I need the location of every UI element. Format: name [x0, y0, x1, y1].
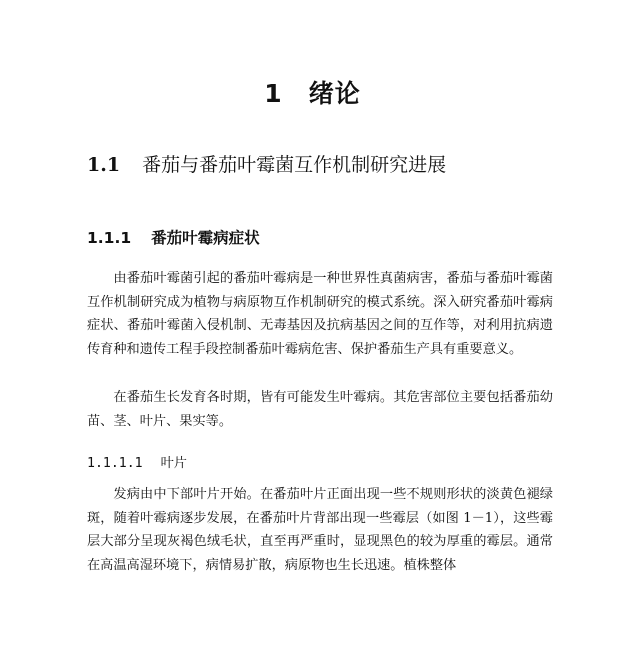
- subsubsection-number: 1.1.1.1: [87, 456, 143, 471]
- subsection-heading: [87, 226, 260, 248]
- body-paragraph: 由番茄叶霉菌引起的番茄叶霉病是一种世界性真菌病害，番茄与番茄叶霉菌互作机制研究成为植物与病原物互作机制研究的模式系统。深入研究番茄叶霉病症状、番茄叶霉菌入侵机制、无毒基因及抗病基因之间的互作等，对利用抗病遗传育种和遗传工程手段控制番茄叶霉病危害、保护番茄生产具有重要意义。: [87, 271, 553, 357]
- subsubsection-heading: [87, 452, 187, 471]
- subsection-title: 番茄叶霉病症状: [151, 229, 260, 247]
- chapter-number: 1: [264, 79, 283, 108]
- subsection-number: 1.1.1: [87, 229, 132, 247]
- section-heading: [87, 150, 446, 177]
- section-number: 1.1: [87, 154, 121, 176]
- section-title: 番茄与番茄叶霉菌互作机制研究进展: [142, 154, 447, 176]
- body-paragraph: 在番茄生长发育各时期，皆有可能发生叶霉病。其危害部位主要包括番茄幼苗、茎、叶片、果实等。: [87, 390, 553, 429]
- chapter-title: 绪论: [308, 79, 361, 108]
- body-paragraph: 发病由中下部叶片开始。在番茄叶片正面出现一些不规则形状的淡黄色褪绿斑，随着叶霉病逐步发展，在番茄叶片背部出现一些霉层（如图 1－1），这些霉层大部分呈现灰褐色绒毛状，直至再严重时，显现黑色的较为厚重的霉层。通常在高温高湿环境下，病情易扩散，病原物也生长迅速。植株整体: [87, 487, 553, 573]
- subsubsection-title: 叶片: [160, 456, 187, 471]
- chapter-heading: [0, 74, 625, 110]
